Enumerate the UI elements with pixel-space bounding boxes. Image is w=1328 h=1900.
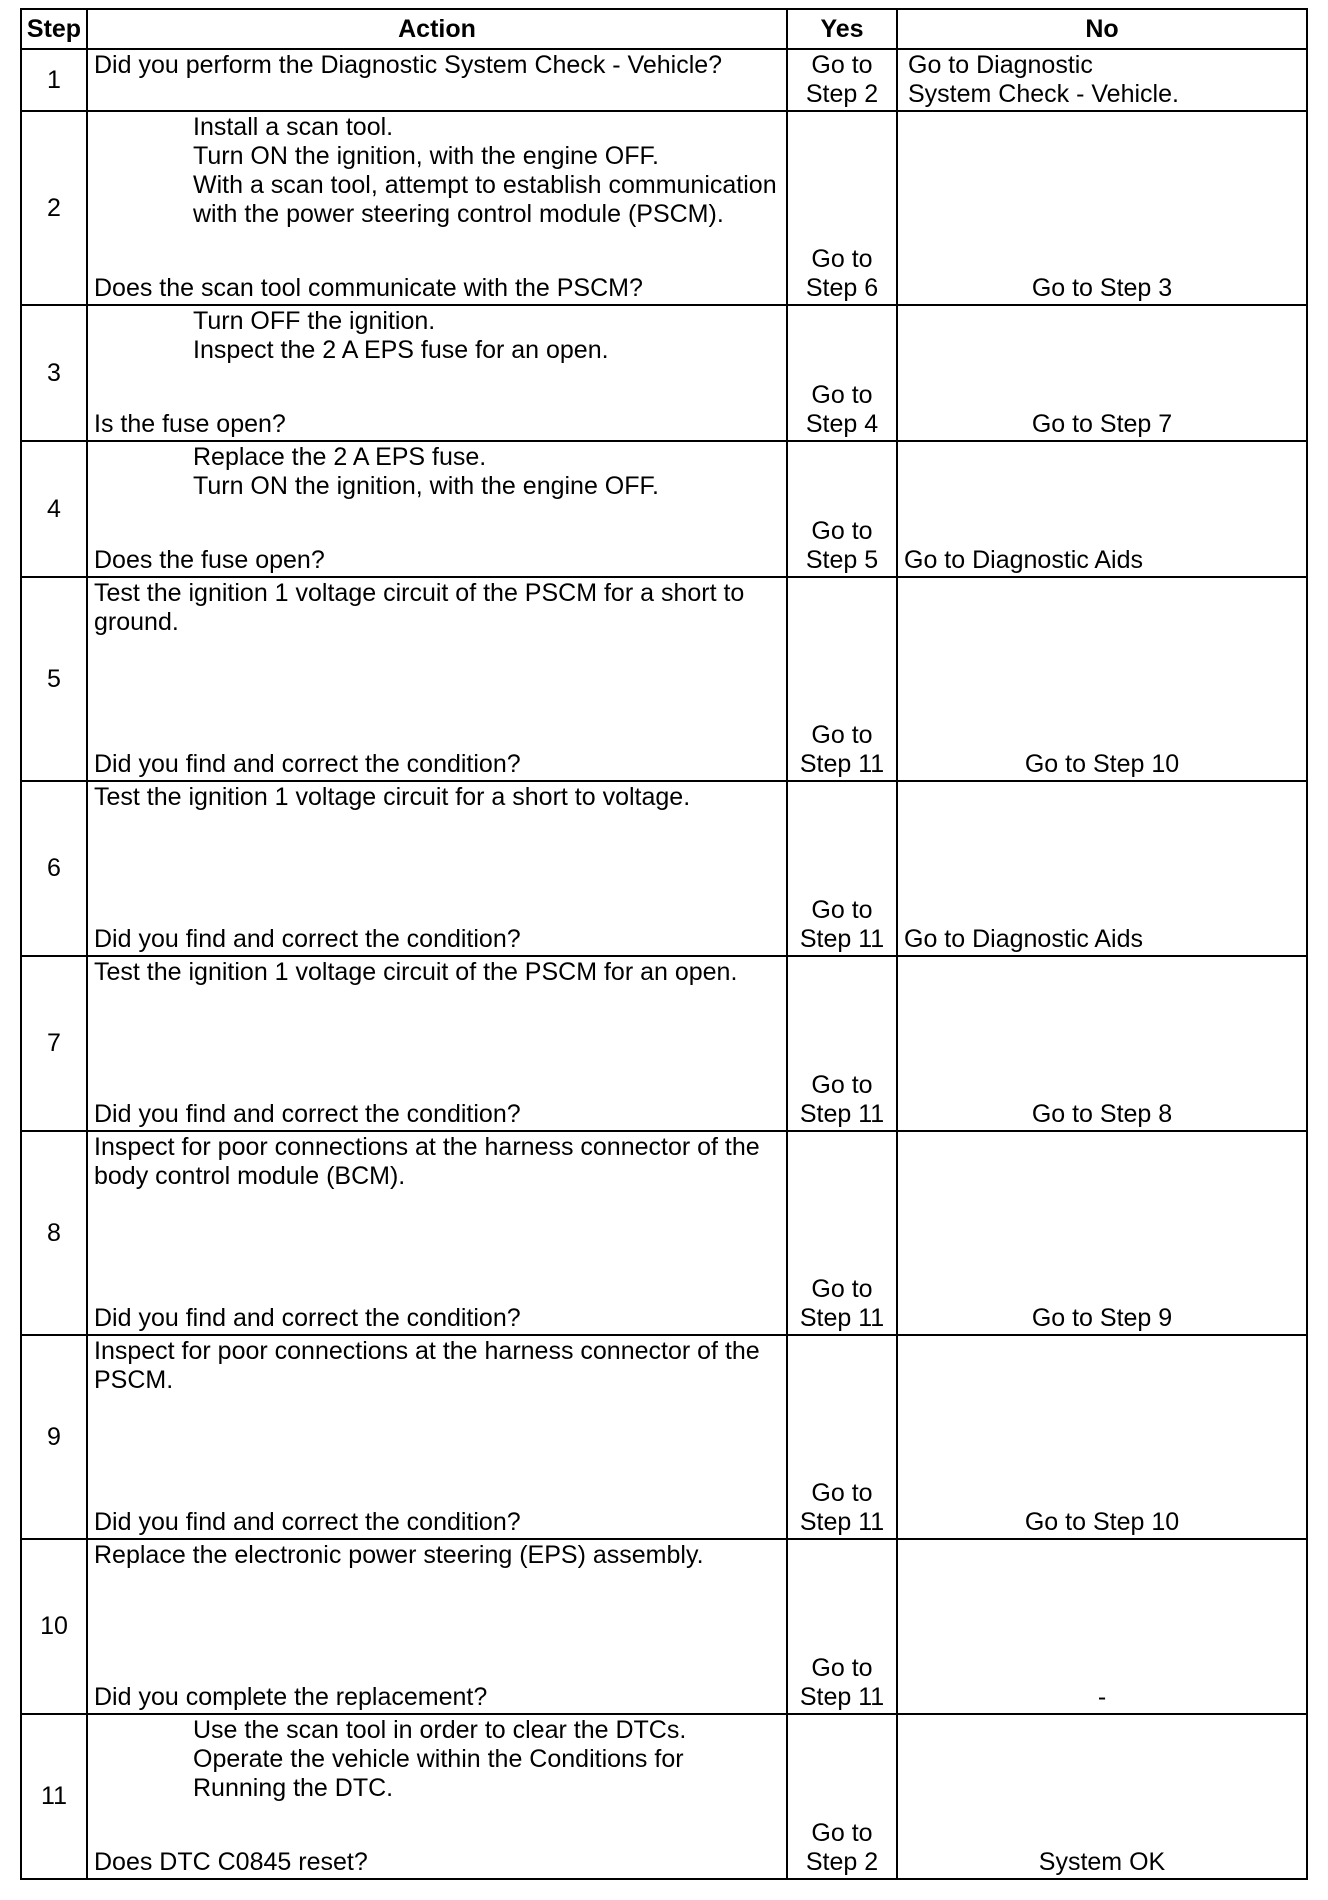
- step-number: 8: [21, 1131, 87, 1335]
- table-row: [21, 956, 1307, 1131]
- header-row: [21, 9, 1307, 49]
- action-question: Does the scan tool communicate with the PSCM?: [94, 274, 643, 302]
- step-number: 11: [21, 1714, 87, 1879]
- action-line: Inspect for poor connections at the harness connector of the: [94, 1133, 760, 1161]
- yes-text: Step 6: [805, 274, 879, 302]
- yes-text: Go to: [811, 896, 873, 924]
- header-yes: Yes: [787, 9, 897, 49]
- action-line: Test the ignition 1 voltage circuit of the PSCM for a short to: [94, 579, 745, 607]
- table-row: [21, 1539, 1307, 1714]
- diagnostic-table: [20, 8, 1308, 1880]
- action-cell: [87, 1714, 787, 1879]
- yes-cell: [787, 1539, 897, 1714]
- yes-text: Go to: [811, 1071, 873, 1099]
- no-text: Go to Diagnostic: [908, 51, 1093, 79]
- yes-cell: [787, 441, 897, 577]
- yes-text: Step 2: [805, 1848, 879, 1876]
- table-row: [21, 49, 1307, 111]
- yes-text: Step 2: [805, 80, 879, 108]
- action-question: Did you complete the replacement?: [94, 1683, 488, 1711]
- yes-text: Go to: [811, 245, 873, 273]
- no-cell: [897, 577, 1307, 781]
- yes-cell: [787, 1714, 897, 1879]
- no-cell: [897, 781, 1307, 956]
- action-line: With a scan tool, attempt to establish communication: [193, 171, 777, 199]
- action-cell: [87, 781, 787, 956]
- action-line: Operate the vehicle within the Conditions for: [193, 1745, 684, 1773]
- step-number: 7: [21, 956, 87, 1131]
- step-number: 3: [21, 305, 87, 441]
- action-question: Did you find and correct the condition?: [94, 1304, 521, 1332]
- no-text: System OK: [1038, 1848, 1166, 1876]
- yes-cell: [787, 305, 897, 441]
- action-line: PSCM.: [94, 1366, 174, 1394]
- action-line: body control module (BCM).: [94, 1162, 406, 1190]
- action-question: Did you find and correct the condition?: [94, 925, 521, 953]
- yes-text: Go to: [811, 1275, 873, 1303]
- action-line: with the power steering control module (PSCM).: [193, 200, 724, 228]
- no-cell: [897, 49, 1307, 111]
- yes-text: Go to: [811, 1479, 873, 1507]
- yes-cell: [787, 956, 897, 1131]
- yes-text: Go to: [811, 1654, 873, 1682]
- yes-text: Step 11: [799, 925, 885, 953]
- no-text: Go to Step 10: [1024, 750, 1180, 778]
- step-number: 5: [21, 577, 87, 781]
- table-row: [21, 577, 1307, 781]
- no-cell: [897, 441, 1307, 577]
- yes-text: Step 4: [805, 410, 879, 438]
- action-cell: [87, 577, 787, 781]
- action-line: Replace the electronic power steering (EPS) assembly.: [94, 1541, 704, 1569]
- table-row: [21, 305, 1307, 441]
- yes-cell: [787, 1131, 897, 1335]
- table-row: [21, 111, 1307, 305]
- no-text: Go to Step 7: [1031, 410, 1173, 438]
- yes-cell: [787, 577, 897, 781]
- action-line: Test the ignition 1 voltage circuit for a short to voltage.: [94, 783, 691, 811]
- no-cell: [897, 956, 1307, 1131]
- action-question: Did you find and correct the condition?: [94, 750, 521, 778]
- no-cell: [897, 111, 1307, 305]
- action-question: Is the fuse open?: [94, 410, 286, 438]
- action-cell: [87, 1335, 787, 1539]
- step-number: 6: [21, 781, 87, 956]
- no-text: Go to Step 10: [1024, 1508, 1180, 1536]
- action-cell: [87, 1539, 787, 1714]
- yes-cell: [787, 1335, 897, 1539]
- table-row: [21, 1714, 1307, 1879]
- yes-text: Step 11: [799, 750, 885, 778]
- no-cell: [897, 1131, 1307, 1335]
- yes-text: Go to: [811, 51, 873, 79]
- step-number: 4: [21, 441, 87, 577]
- action-cell: [87, 111, 787, 305]
- action-line: Did you perform the Diagnostic System Check - Vehicle?: [94, 51, 723, 79]
- yes-cell: [787, 781, 897, 956]
- header-action: Action: [87, 9, 787, 49]
- no-cell: [897, 1539, 1307, 1714]
- no-text: System Check - Vehicle.: [908, 80, 1179, 108]
- no-text: Go to Diagnostic Aids: [904, 546, 1144, 574]
- table-row: [21, 1131, 1307, 1335]
- action-cell: [87, 1131, 787, 1335]
- yes-cell: [787, 111, 897, 305]
- yes-text: Step 11: [799, 1304, 885, 1332]
- no-text: Go to Diagnostic Aids: [904, 925, 1144, 953]
- yes-text: Step 11: [799, 1683, 885, 1711]
- action-line: Turn ON the ignition, with the engine OFF.: [193, 142, 659, 170]
- action-line: Install a scan tool.: [193, 113, 394, 141]
- no-text: Go to Step 8: [1031, 1100, 1173, 1128]
- no-text: Go to Step 9: [1031, 1304, 1173, 1332]
- step-number: 2: [21, 111, 87, 305]
- yes-text: Go to: [811, 1819, 873, 1847]
- no-cell: [897, 1714, 1307, 1879]
- action-question: Does DTC C0845 reset?: [94, 1848, 368, 1876]
- header-step: Step: [21, 9, 87, 49]
- header-no: No: [897, 9, 1307, 49]
- action-question: Did you find and correct the condition?: [94, 1508, 521, 1536]
- step-number: 9: [21, 1335, 87, 1539]
- action-cell: [87, 956, 787, 1131]
- table-row: [21, 441, 1307, 577]
- action-line: Inspect for poor connections at the harness connector of the: [94, 1337, 760, 1365]
- action-question: Did you find and correct the condition?: [94, 1100, 521, 1128]
- action-cell: [87, 441, 787, 577]
- no-text: -: [1097, 1683, 1107, 1711]
- action-line: Replace the 2 A EPS fuse.: [193, 443, 487, 471]
- yes-text: Go to: [811, 517, 873, 545]
- action-line: ground.: [94, 608, 179, 636]
- table-row: [21, 1335, 1307, 1539]
- no-cell: [897, 1335, 1307, 1539]
- action-line: Test the ignition 1 voltage circuit of the PSCM for an open.: [94, 958, 738, 986]
- action-cell: [87, 49, 787, 111]
- step-number: 1: [21, 49, 87, 111]
- no-cell: [897, 305, 1307, 441]
- table-row: [21, 781, 1307, 956]
- action-cell: [87, 305, 787, 441]
- yes-text: Go to: [811, 381, 873, 409]
- yes-text: Step 11: [799, 1100, 885, 1128]
- action-line: Inspect the 2 A EPS fuse for an open.: [193, 336, 609, 364]
- no-text: Go to Step 3: [1031, 274, 1173, 302]
- yes-text: Step 5: [805, 546, 879, 574]
- action-line: Turn ON the ignition, with the engine OFF.: [193, 472, 659, 500]
- action-question: Does the fuse open?: [94, 546, 325, 574]
- action-line: Use the scan tool in order to clear the DTCs.: [193, 1716, 687, 1744]
- action-line: Running the DTC.: [193, 1774, 394, 1802]
- yes-text: Go to: [811, 721, 873, 749]
- action-line: Turn OFF the ignition.: [193, 307, 436, 335]
- yes-text: Step 11: [799, 1508, 885, 1536]
- step-number: 10: [21, 1539, 87, 1714]
- yes-cell: [787, 49, 897, 111]
